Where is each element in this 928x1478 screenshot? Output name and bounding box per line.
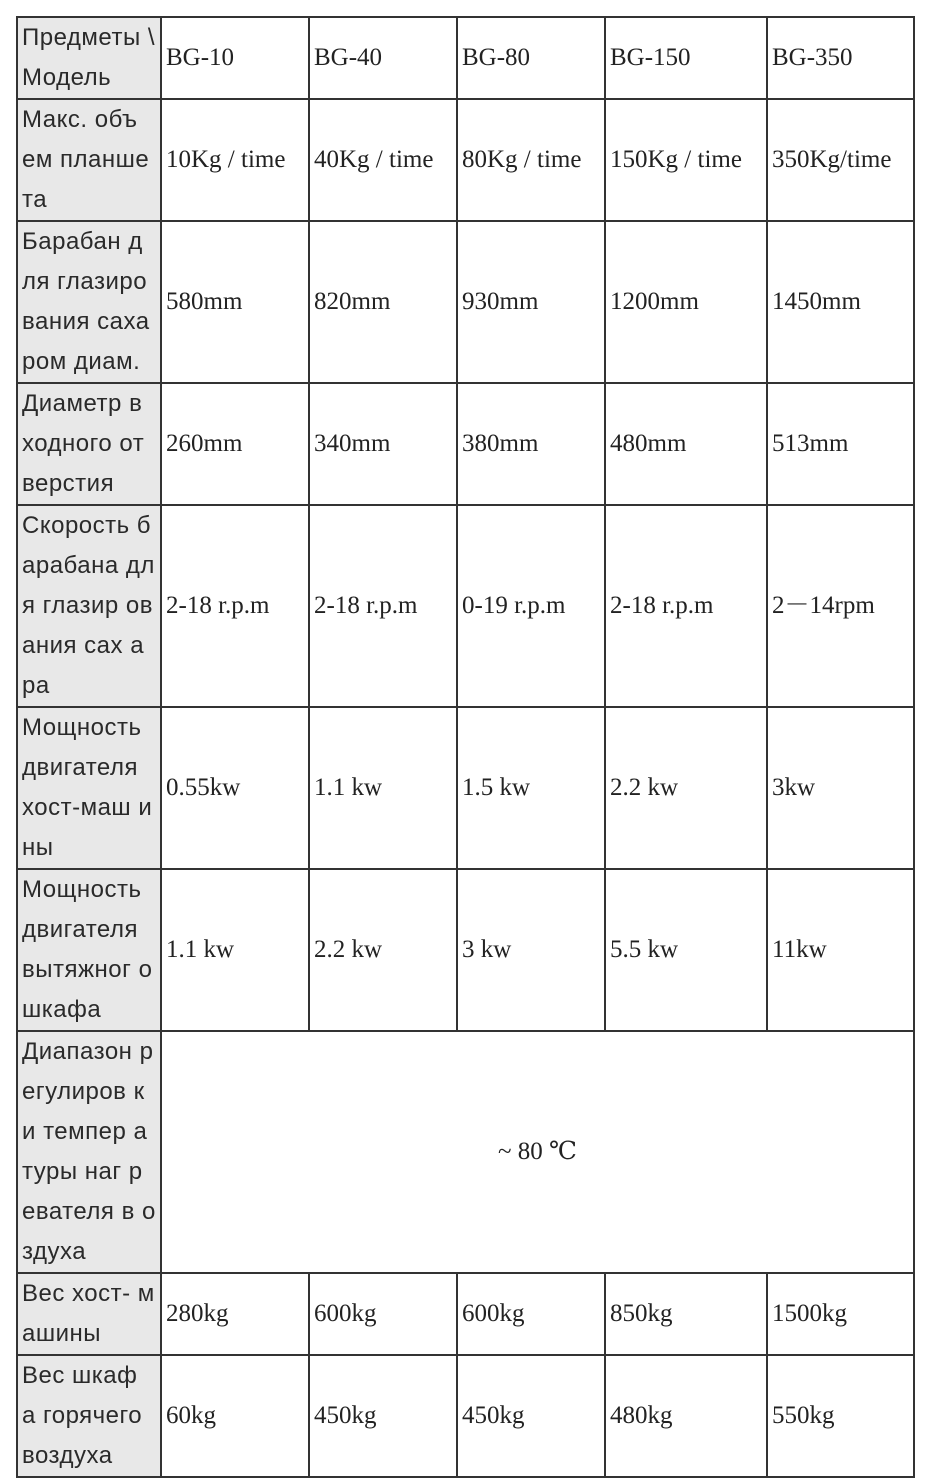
row-label-cell: Мощность двигателя вытяжног о шкафа	[17, 869, 161, 1031]
value-cell: 1450mm	[767, 221, 914, 383]
row-label-cell: Вес шкаф а горячего воздуха	[17, 1355, 161, 1477]
table-row	[17, 1273, 914, 1355]
value-cell: 340mm	[309, 383, 457, 505]
row-label-cell: Диапазон регулиров ки темпер атуры наг ревателя в оздуха	[17, 1031, 161, 1273]
row-label-cell: Мощность двигателя хост-маш ины	[17, 707, 161, 869]
value-cell: 80Kg / time	[457, 99, 605, 221]
value-cell: 850kg	[605, 1273, 767, 1355]
value-cell: 350Kg/time	[767, 99, 914, 221]
value-cell: 40Kg / time	[309, 99, 457, 221]
value-cell: 60kg	[161, 1355, 309, 1477]
row-label-cell: Макс. объ ем планше та	[17, 99, 161, 221]
value-cell: 1500kg	[767, 1273, 914, 1355]
value-cell: 150Kg / time	[605, 99, 767, 221]
value-cell: 480kg	[605, 1355, 767, 1477]
value-cell: 2.2 kw	[309, 869, 457, 1031]
value-cell: 480mm	[605, 383, 767, 505]
table-row	[17, 99, 914, 221]
value-cell: 380mm	[457, 383, 605, 505]
value-cell: 600kg	[457, 1273, 605, 1355]
table-row	[17, 869, 914, 1031]
row-label-cell: Скорость барабана для глазир ования сах ара	[17, 505, 161, 707]
value-cell: 1.1 kw	[161, 869, 309, 1031]
header-label-cell: Предметы \ Модель	[17, 17, 161, 99]
model-cell: BG-80	[457, 17, 605, 99]
value-cell: 11kw	[767, 869, 914, 1031]
value-cell: 930mm	[457, 221, 605, 383]
value-cell: 1.1 kw	[309, 707, 457, 869]
table-row	[17, 221, 914, 383]
value-cell: 3 kw	[457, 869, 605, 1031]
value-cell: 2-18 r.p.m	[605, 505, 767, 707]
value-cell: 280kg	[161, 1273, 309, 1355]
table-row	[17, 1031, 914, 1273]
value-cell: 820mm	[309, 221, 457, 383]
value-cell: 260mm	[161, 383, 309, 505]
merged-value-cell: ~ 80 ℃	[161, 1031, 914, 1273]
model-cell: BG-40	[309, 17, 457, 99]
model-cell: BG-150	[605, 17, 767, 99]
value-cell: 2-18 r.p.m	[161, 505, 309, 707]
value-cell: 513mm	[767, 383, 914, 505]
value-cell: 2-18 r.p.m	[309, 505, 457, 707]
spec-table	[16, 16, 915, 1478]
value-cell: 0-19 r.p.m	[457, 505, 605, 707]
row-label-cell: Диаметр в ходного от верстия	[17, 383, 161, 505]
table-row	[17, 707, 914, 869]
header-row	[17, 17, 914, 99]
value-cell: 2.2 kw	[605, 707, 767, 869]
value-cell: 10Kg / time	[161, 99, 309, 221]
value-cell: 3kw	[767, 707, 914, 869]
model-cell: BG-10	[161, 17, 309, 99]
table-row	[17, 383, 914, 505]
value-cell: 2－14rpm	[767, 505, 914, 707]
table-row	[17, 1355, 914, 1477]
row-label-cell: Барабан д ля глазиро вания саха ром диам.	[17, 221, 161, 383]
table-row	[17, 505, 914, 707]
value-cell: 1200mm	[605, 221, 767, 383]
value-cell: 550kg	[767, 1355, 914, 1477]
value-cell: 600kg	[309, 1273, 457, 1355]
row-label-cell: Вес хост- машины	[17, 1273, 161, 1355]
value-cell: 0.55kw	[161, 707, 309, 869]
model-cell: BG-350	[767, 17, 914, 99]
value-cell: 1.5 kw	[457, 707, 605, 869]
value-cell: 450kg	[309, 1355, 457, 1477]
value-cell: 450kg	[457, 1355, 605, 1477]
value-cell: 580mm	[161, 221, 309, 383]
value-cell: 5.5 kw	[605, 869, 767, 1031]
